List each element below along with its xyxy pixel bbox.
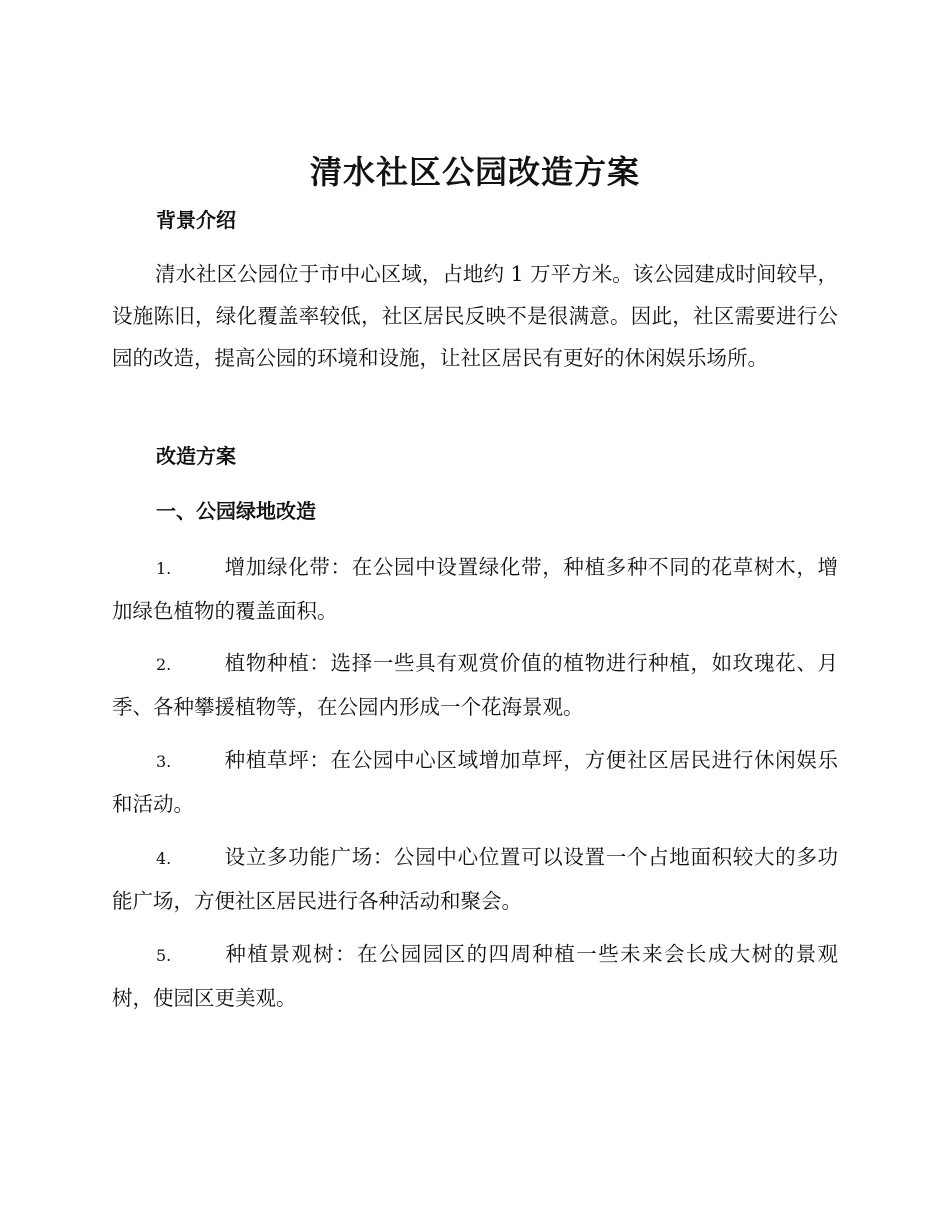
section-heading-background: 背景介绍 (156, 208, 236, 232)
list-item-text: 植物种植：选择一些具有观赏价值的植物进行种植，如玫瑰花、月季、各种攀援植物等，在公园内形成一个花海景观。 (112, 651, 838, 719)
list-item (112, 546, 838, 632)
list-item-text: 种植草坪：在公园中心区域增加草坪，方便社区居民进行休闲娱乐和活动。 (112, 748, 838, 816)
list-item-number: 2. (156, 655, 172, 674)
background-paragraph: 清水社区公园位于市中心区域，占地约 1 万平方米。该公园建成时间较早，设施陈旧，绿化覆盖率较低，社区居民反映不是很满意。因此，社区需要进行公园的改造，提高公园的环境和设施，让社区居民有更好的休闲娱乐场所。 (112, 262, 838, 370)
list-item (112, 739, 838, 825)
list-item (112, 642, 838, 728)
list-item-text: 增加绿化带：在公园中设置绿化带，种植多种不同的花草树木，增加绿色植物的覆盖面积。 (112, 555, 838, 623)
section-heading-plan: 改造方案 (156, 444, 236, 468)
document-title: 清水社区公园改造方案 (309, 153, 640, 191)
list-item-number: 1. (156, 559, 172, 578)
list-item-text: 种植景观树：在公园园区的四周种植一些未来会长成大树的景观树，使园区更美观。 (112, 942, 838, 1010)
list-item-number: 5. (156, 946, 172, 965)
list-item-text: 设立多功能广场：公园中心位置可以设置一个占地面积较大的多功能广场，方便社区居民进行各种活动和聚会。 (112, 845, 838, 913)
list-item-number: 3. (156, 752, 172, 771)
subsection-heading-greenland: 一、公园绿地改造 (156, 499, 316, 523)
list-item (112, 836, 838, 922)
list-item (112, 933, 838, 1019)
list-item-number: 4. (156, 849, 172, 868)
